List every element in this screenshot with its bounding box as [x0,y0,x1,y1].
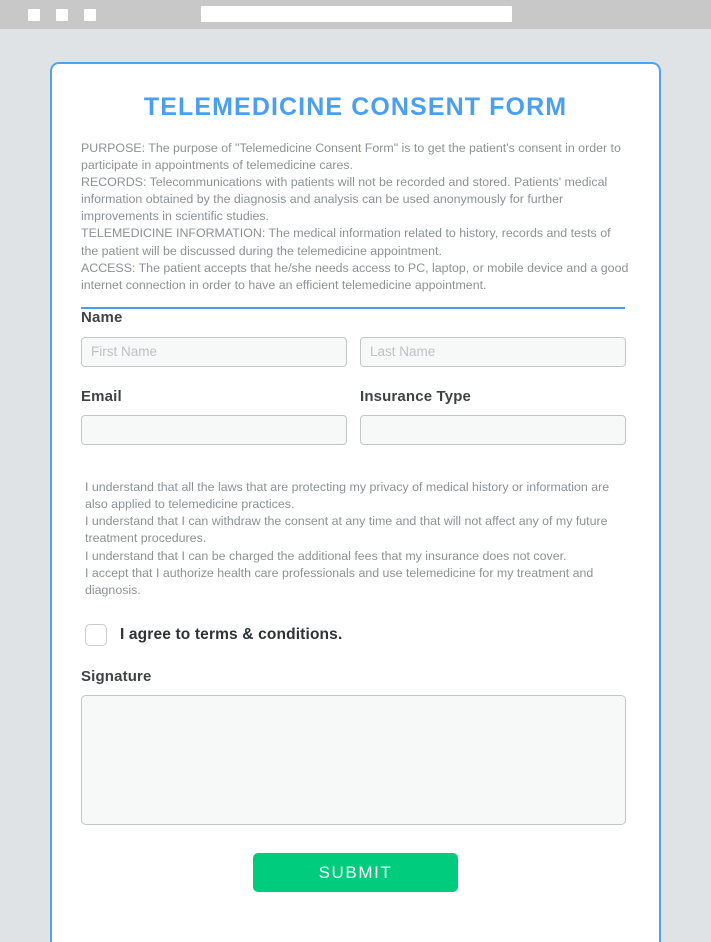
email-input[interactable] [81,415,347,445]
intro-paragraph-purpose: PURPOSE: The purpose of "Telemedicine Consent Form" is to get the patient's consent in order to participate in appointments of telemedicine cares. [81,141,621,173]
consent-paragraph-fees: I understand that I can be charged the additional fees that my insurance does not cover. [85,548,567,563]
consent-text-block [81,479,630,599]
intro-paragraph-telemedicine-information: TELEMEDICINE INFORMATION: The medical information related to history, records and tests of the patient will be discussed during the telemedicine appointment. [81,226,611,258]
consent-form-card [50,62,661,942]
signature-input[interactable] [81,695,626,825]
intro-paragraph-access: ACCESS: The patient accepts that he/she needs access to PC, laptop, or mobile device and a good internet connection in order to have an efficient telemedicine appointment. [81,260,629,292]
window-controls [28,9,96,21]
section-divider [81,307,625,309]
submit-row [81,853,630,892]
page-title: TELEMEDICINE CONSENT FORM [143,93,568,121]
window-square-2-icon[interactable] [56,9,68,21]
url-bar[interactable] [201,6,512,22]
last-name-input[interactable] [360,337,626,367]
email-insurance-row [81,388,630,445]
name-field-label: Name [81,308,123,326]
first-name-input[interactable] [81,337,347,367]
consent-paragraph-privacy: I understand that all the laws that are protecting my privacy of medical history or information are also applied to telemedicine practices. [85,479,610,512]
browser-chrome [0,0,711,29]
submit-button[interactable]: SUBMIT [253,853,458,892]
email-field-group [81,388,347,445]
terms-agreement-label: I agree to terms & conditions. [120,626,343,644]
insurance-type-field-group [360,388,626,445]
insurance-type-input[interactable] [360,415,626,445]
intro-text-block [81,140,630,294]
window-square-1-icon[interactable] [28,9,40,21]
terms-agreement-checkbox[interactable] [85,624,107,646]
name-input-row [81,337,630,367]
page-canvas [0,29,711,942]
intro-paragraph-records: RECORDS: Telecommunications with patients will not be recorded and stored. Patients' medical information obtained by the diagnosis and analysis can be used anonymously for further improvements in scientific studies. [81,175,608,224]
consent-paragraph-withdraw: I understand that I can withdraw the consent at any time and that will not affect any of my future treatment procedures. [85,514,608,546]
signature-field-label: Signature [81,668,152,686]
email-field-label: Email [81,387,122,405]
consent-paragraph-authorize: I accept that I authorize health care professionals and use telemedicine for my treatment and diagnosis. [85,565,594,598]
agreement-row[interactable] [81,624,630,646]
window-square-3-icon[interactable] [84,9,96,21]
insurance-type-field-label: Insurance Type [360,387,472,405]
